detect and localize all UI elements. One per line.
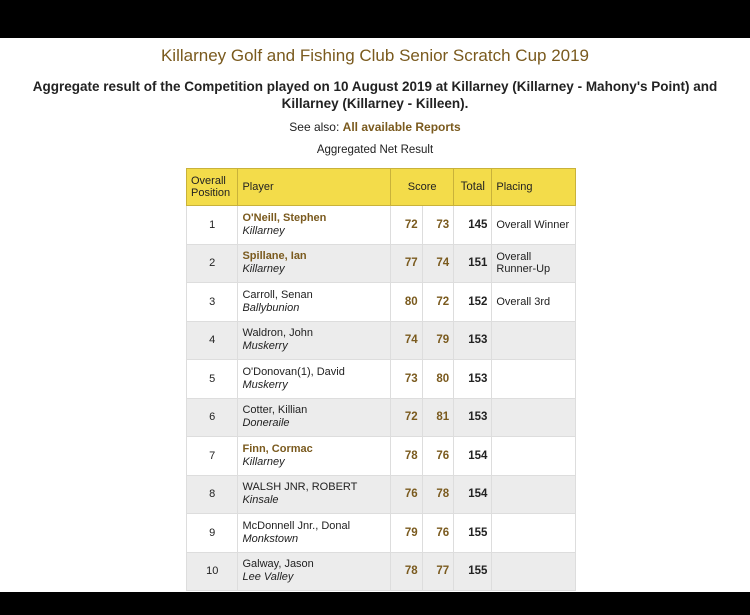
player-club: Killarney [242, 263, 285, 276]
cell-score-round1[interactable]: 76 [391, 475, 422, 514]
cell-score-round1[interactable]: 79 [391, 514, 422, 553]
cell-position: 1 [187, 206, 238, 245]
header-placing[interactable]: Placing [492, 169, 576, 206]
cell-player [238, 321, 391, 360]
cell-placing [492, 475, 576, 514]
header-total[interactable]: Total [454, 169, 492, 206]
table-row [187, 475, 576, 514]
header-score[interactable]: Score [391, 169, 454, 206]
cell-score-round2[interactable]: 79 [422, 321, 453, 360]
cell-score-round2[interactable]: 77 [422, 552, 453, 591]
cell-placing: Overall Winner [492, 206, 576, 245]
cell-position: 2 [187, 244, 238, 283]
player-club: Lee Valley [242, 571, 294, 584]
cell-placing [492, 360, 576, 399]
header-player[interactable]: Player [238, 169, 391, 206]
cell-placing [492, 514, 576, 553]
cell-player [238, 514, 391, 553]
cell-placing [492, 552, 576, 591]
table-row [187, 398, 576, 437]
cell-player [238, 283, 391, 322]
cell-player [238, 398, 391, 437]
cell-placing [492, 437, 576, 476]
cell-position: 7 [187, 437, 238, 476]
cell-total: 151 [454, 244, 492, 283]
header-row [187, 169, 576, 206]
cell-score-round1[interactable]: 72 [391, 398, 422, 437]
cell-score-round1[interactable]: 74 [391, 321, 422, 360]
cell-total: 155 [454, 514, 492, 553]
cell-total: 145 [454, 206, 492, 245]
table-row [187, 360, 576, 399]
table-row [187, 321, 576, 360]
player-club: Killarney [242, 224, 285, 237]
cell-score-round1[interactable]: 73 [391, 360, 422, 399]
player-name: WALSH JNR, ROBERT [242, 481, 358, 494]
cell-position: 5 [187, 360, 238, 399]
cell-position: 8 [187, 475, 238, 514]
page-title: Killarney Golf and Fishing Club Senior Scratch Cup 2019 [160, 46, 590, 65]
player-club: Muskerry [242, 340, 288, 353]
top-black-bar [0, 0, 750, 38]
cell-score-round1[interactable]: 72 [391, 206, 422, 245]
cell-placing: Overall Runner-Up [492, 244, 576, 283]
cell-player [238, 437, 391, 476]
cell-score-round2[interactable]: 76 [422, 437, 453, 476]
cell-player [238, 552, 391, 591]
cell-placing [492, 321, 576, 360]
cell-total: 155 [454, 552, 492, 591]
player-club: Muskerry [242, 378, 288, 391]
cell-score-round2[interactable]: 73 [422, 206, 453, 245]
cell-score-round1[interactable]: 77 [391, 244, 422, 283]
cell-score-round2[interactable]: 72 [422, 283, 453, 322]
cell-position: 10 [187, 552, 238, 591]
cell-player [238, 206, 391, 245]
player-name: Carroll, Senan [242, 288, 313, 301]
cell-score-round2[interactable]: 76 [422, 514, 453, 553]
header-position[interactable]: Overall Position [187, 169, 238, 206]
player-name[interactable]: O'Neill, Stephen [242, 211, 327, 224]
bottom-black-bar [0, 592, 750, 615]
cell-position: 3 [187, 283, 238, 322]
cell-position: 4 [187, 321, 238, 360]
table-row [187, 244, 576, 283]
player-name[interactable]: Spillane, Ian [242, 250, 307, 263]
page-subtitle: Aggregate result of the Competition played on 10 August 2019 at Killarney (Killarney - Mahony's Point) and Killarney (Killarney - Killeen). [32, 79, 718, 111]
player-name: Galway, Jason [242, 558, 314, 571]
table-row [187, 283, 576, 322]
cell-total: 153 [454, 321, 492, 360]
cell-score-round2[interactable]: 78 [422, 475, 453, 514]
table-row [187, 206, 576, 245]
table-row [187, 552, 576, 591]
results-table [186, 168, 576, 591]
player-name: Cotter, Killian [242, 404, 308, 417]
cell-player [238, 244, 391, 283]
cell-placing [492, 398, 576, 437]
cell-score-round2[interactable]: 74 [422, 244, 453, 283]
player-club: Killarney [242, 455, 285, 468]
cell-score-round2[interactable]: 80 [422, 360, 453, 399]
player-club: Monkstown [242, 532, 299, 545]
see-also-label: See also: [289, 120, 340, 134]
cell-total: 152 [454, 283, 492, 322]
cell-score-round1[interactable]: 80 [391, 283, 422, 322]
see-also [0, 120, 750, 134]
cell-score-round1[interactable]: 78 [391, 552, 422, 591]
table-caption: Aggregated Net Result [316, 144, 434, 156]
table-row [187, 437, 576, 476]
player-name[interactable]: Finn, Cormac [242, 442, 313, 455]
cell-total: 153 [454, 360, 492, 399]
table-row [187, 514, 576, 553]
player-club: Doneraile [242, 417, 290, 430]
player-club: Kinsale [242, 494, 279, 507]
cell-total: 153 [454, 398, 492, 437]
player-name: McDonnell Jnr., Donal [242, 519, 351, 532]
cell-score-round2[interactable]: 81 [422, 398, 453, 437]
player-name: O'Donovan(1), David [242, 365, 345, 378]
all-reports-link[interactable]: All available Reports [342, 120, 461, 134]
cell-player [238, 475, 391, 514]
cell-score-round1[interactable]: 78 [391, 437, 422, 476]
cell-position: 6 [187, 398, 238, 437]
cell-placing: Overall 3rd [492, 283, 576, 322]
player-name: Waldron, John [242, 327, 313, 340]
cell-total: 154 [454, 475, 492, 514]
player-club: Ballybunion [242, 301, 300, 314]
cell-total: 154 [454, 437, 492, 476]
cell-player [238, 360, 391, 399]
cell-position: 9 [187, 514, 238, 553]
